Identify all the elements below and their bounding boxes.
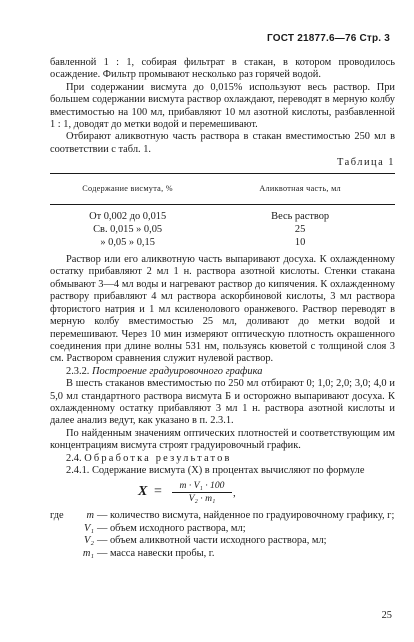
formula-lhs: X [138,484,148,500]
definition-text: — объем исходного раствора, мл; [97,522,246,534]
definition-symbol: m₁ [82,547,94,559]
paragraph-evaporation: Раствор или его аликвотную часть выпаривают досуха. К охлажденному остатку прибавляют 2 мл 1 н. раствора азотной кислоты. Стенки стакана обмывают 3—4 мл воды и нагревают раствор до кипячения. К охлажденному раствору прибавляют 4 мл раствора аскорбиновой кислоты, 3 мл раствора фтористого натрия и 1 мл ксиленолового оранжевого. Раствор переводят в мерную колбу вместимостью 25 мл, доливают до метки водой и перемешивают. Через 10 мин измеряют оптическую плотность окрашенного соединения при длине волны 531 нм, пользуясь кюветой с толщиной слоя 3 см. Раствором сравнения служит нулевой раствор. [50,254,395,365]
definition-row [50,510,395,522]
formula-fraction [172,480,232,505]
paragraph-formula-intro: 2.4.1. Содержание висмута (X) в процентах вычисляют по формуле [66,464,365,476]
definition-row [50,523,395,535]
section-title: Построение градуировочного графика [92,365,263,377]
page-number: 25 [381,610,392,621]
definition-text: — масса навески пробы, г. [97,547,215,559]
definition-symbol: m [86,510,94,522]
table-cell-range: » 0,05 » 0,15 [100,237,155,249]
page-header: ГОСТ 21877.6—76 Стр. 3 [267,33,390,44]
table-cell-volume: Весь раствор [271,211,330,223]
formula-numerator: m · V₁ · 100 [172,480,232,493]
table-row [50,236,395,249]
page-body [50,57,395,560]
section-number: 2.3.2. [66,365,90,377]
definition-row [50,548,395,560]
table-header-row [50,173,395,204]
definitions-where: где [50,510,64,522]
paragraph-graph: По найденным значениям оптических плотностей и соответствующим им концентрациям висмута строят градуировочный график. [50,427,395,452]
formula-denominator: V₂ · m₁ [188,493,216,505]
table-caption: Таблица 1 [337,157,395,169]
definition-text: — объем аликвотной части исходного раствора, мл; [97,535,327,547]
formula-equals: = [154,484,162,500]
section-number: 2.4. [66,452,82,464]
section-2-3-2-heading [50,366,395,378]
paragraph-aliquot: Отбирают аликвотную часть раствора в стакан вместимостью 250 мл в соответствии с табл. 1. [50,131,395,155]
table-row [50,223,395,236]
section-title: Обработка результатов [84,452,232,464]
table-cell-volume: 25 [294,224,306,236]
table-cell-range: Св. 0,015 » 0,05 [93,224,163,236]
table-cell-volume: 10 [294,237,306,249]
table-header-aliquot: Аликвотная часть, мл [205,173,395,204]
paragraph-calibration: В шесть стаканов вместимостью по 250 мл отбирают 0; 1,0; 2,0; 3,0; 4,0 и 5,0 мл стандартного раствора висмута Б и осторожно выпаривают досуха. К охлажденному остатку прибавляют 3 мл 1 н. раствора азотной кислоты и далее анализ ведут, как указано в п. 2.3.1. [50,378,395,427]
formula-comma: , [233,487,236,500]
paragraph-continuation: бавленной 1 : 1, собирая фильтрат в стакан, в котором проводилось осаждение. Фильтр промывают несколько раз горячей водой. [50,57,395,81]
table-cell-range: От 0,002 до 0,015 [89,211,167,223]
aliquot-table [50,173,395,254]
formula [138,480,395,508]
table-header-bismuth: Содержание висмута, % [50,173,205,204]
formula-definitions [50,510,395,560]
section-2-4-heading [50,453,395,465]
table-row [50,210,395,223]
paragraph-bismuth-content: При содержании висмута до 0,015% используют весь раствор. При большем содержании висмута раствор охлаждают, переводят в мерную колбу вместимостью на 100 мл, прибавляют 10 мл азотной кислоты, разбавленной 1 : 1, доводят до метки водой и перемешивают. [50,81,395,131]
definition-text: — количество висмута, найденное по градуировочному графику, г; [97,510,395,522]
definition-symbol: V₂ [84,535,94,547]
definition-row [50,535,395,547]
definition-symbol: V₁ [84,522,94,534]
